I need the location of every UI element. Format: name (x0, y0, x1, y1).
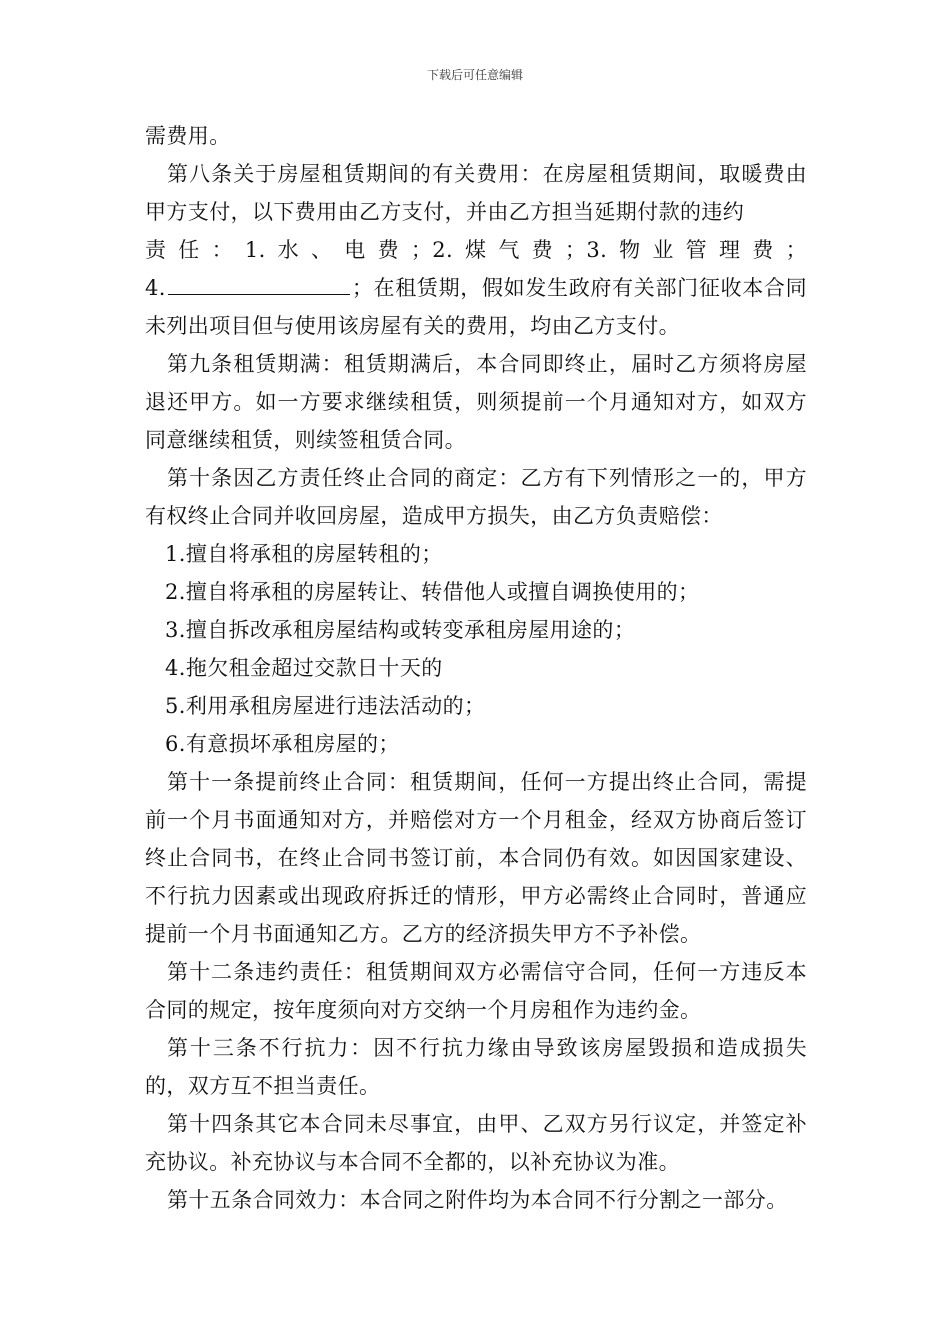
list-item: 1.擅自将承租的房屋转租的； (165, 542, 443, 566)
article-9: 第九条租赁期满：租赁期满后，本合同即终止，届时乙方须将房屋退还甲方。如一方要求继续租赁，则须提前一个月通知对方，如双方同意继续租赁，则续签租赁合同。 (145, 352, 807, 452)
list-item: 4.拖欠租金超过交款日十天的 (165, 656, 443, 680)
article-11: 第十一条提前终止合同：租赁期间，任何一方提出终止合同，需提前一个月书面通知对方，并赔偿对方一个月租金，经双方协商后签订终止合同书，在终止合同书签订前，本合同仍有效。如因国家建设、不行抗力因素或出现政府拆迁的情形，甲方必需终止合同时，普通应提前一个月书面通知乙方。乙方的经济损失甲方不予补偿。 (145, 770, 807, 946)
contract-body (145, 117, 807, 1219)
fee-item-4-prefix: 4. (145, 276, 166, 300)
article-14: 第十四条其它本合同未尽事宜，由甲、乙双方另行议定，并签定补充协议。补充协议与本合同不全都的，以补充协议为准。 (145, 1112, 807, 1174)
list-item: 2.擅自将承租的房屋转让、转借他人或擅自调换使用的； (165, 580, 700, 604)
article-15: 第十五条合同效力：本合同之附件均为本合同不行分割之一部分。 (167, 1188, 788, 1212)
article-8-continued (145, 269, 807, 345)
list-item: 5.利用承租房屋进行违法活动的； (165, 694, 486, 718)
page-header: 下载后可任意编辑 (426, 68, 523, 82)
paragraph-continuation: 需费用。 (145, 124, 231, 148)
article-8-text: 第八条关于房屋租赁期间的有关费用：在房屋租赁期间，取暖费由甲方支付，以下费用由乙方支付，并由乙方担当延期付款的违约 (145, 162, 807, 224)
list-item: 3.擅自拆改承租房屋结构或转变承租房屋用途的； (165, 618, 636, 642)
list-item: 6.有意损坏承租房屋的； (165, 732, 400, 756)
article-13: 第十三条不行抗力：因不行抗力缘由导致该房屋毁损和造成损失的，双方互不担当责任。 (145, 1036, 807, 1098)
article-8 (145, 155, 807, 345)
article-8-fees-line: 责任：1.水、电费；2.煤气费；3.物业管理费； (145, 238, 807, 262)
article-12: 第十二条违约责任：租赁期间双方必需信守合同，任何一方违反本合同的规定，按年度须向对方交纳一个月房租作为违约金。 (145, 960, 807, 1022)
article-8-continued-text: ；在租赁期，假如发生政府有关部门征收本合同未列出项目但与使用该房屋有关的费用，均由乙方支付。 (145, 276, 807, 338)
fill-in-blank[interactable] (168, 272, 350, 295)
article-10: 第十条因乙方责任终止合同的商定：乙方有下列情形之一的，甲方有权终止合同并收回房屋，造成甲方损失，由乙方负责赔偿： (145, 466, 807, 528)
